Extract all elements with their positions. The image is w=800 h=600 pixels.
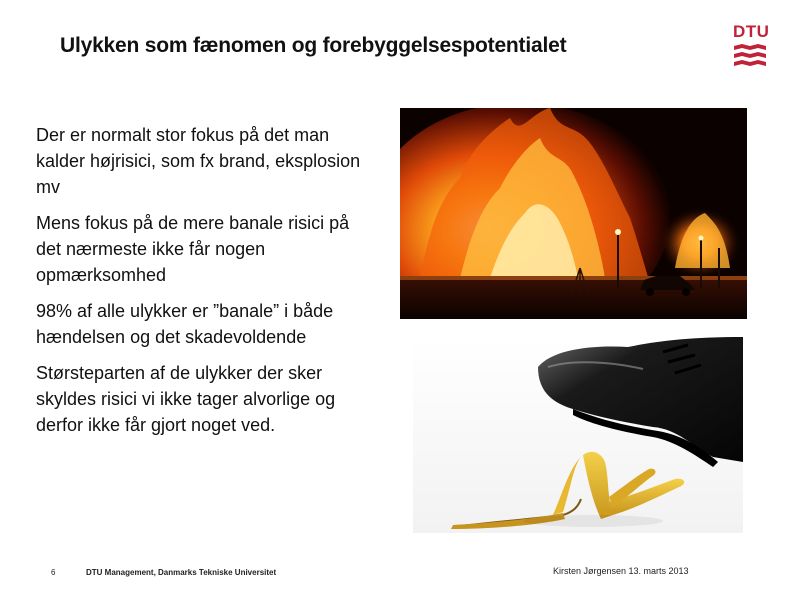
dtu-logo	[733, 22, 770, 74]
page-number: 6	[51, 568, 56, 577]
shoe-banana-photo	[413, 337, 743, 533]
paragraph-majority: Størsteparten af de ulykker der sker skyldes risici vi ikke tager alvorlige og derfor ikke får gjort noget ved.	[36, 363, 336, 435]
footer-author-date: Kirsten Jørgensen 13. marts 2013	[553, 566, 689, 576]
footer-organization: DTU Management, Danmarks Tekniske Universitet	[86, 568, 277, 577]
dtu-logo-icon	[734, 44, 766, 70]
paragraph-98-percent: 98% af alle ulykker er ”banale” i både hændelsen og det skadevoldende	[36, 301, 334, 347]
slide-title: Ulykken som fænomen og forebyggelsespotentialet	[60, 34, 567, 57]
dtu-logo-text: DTU	[733, 22, 770, 41]
slide-body	[36, 122, 376, 448]
paragraph-high-risk: Der er normalt stor fokus på det man kalder højrisici, som fx brand, eksplosion mv	[36, 125, 361, 197]
paragraph-banal-risk: Mens fokus på de mere banale risici på det nærmeste ikke får nogen opmærksomhed	[36, 213, 350, 285]
fire-photo	[400, 108, 747, 319]
